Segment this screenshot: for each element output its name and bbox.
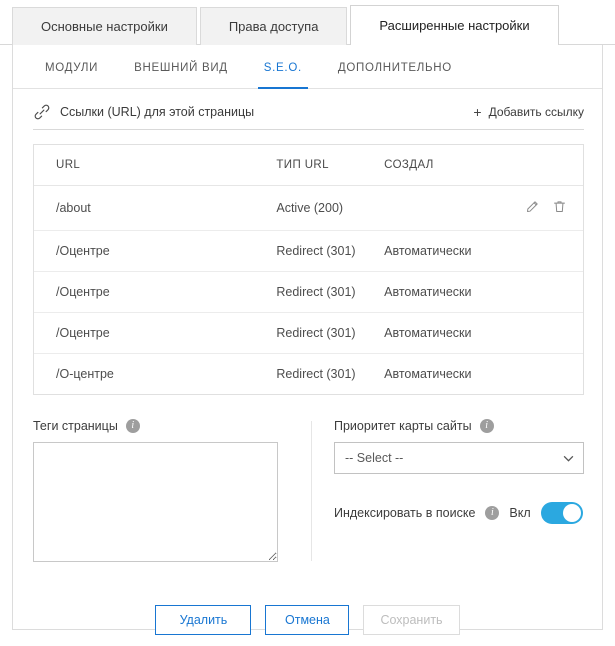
cell-type: Redirect (301) — [276, 231, 384, 272]
search-index-row — [334, 502, 584, 524]
subtab-moduli[interactable] — [27, 45, 116, 89]
subtab-dopolnitelno[interactable] — [320, 45, 470, 89]
subtab-seo[interactable] — [246, 45, 320, 89]
form-divider — [311, 421, 312, 561]
cell-author: Автоматически — [384, 367, 472, 381]
cancel-button-label: Отмена — [285, 613, 330, 627]
tags-field-group — [33, 419, 305, 565]
seo-form — [33, 419, 584, 565]
cell-url: /Оцентре — [34, 313, 276, 354]
priority-label-text: Приоритет карты сайты — [334, 419, 472, 433]
cell-type: Active (200) — [276, 186, 384, 231]
cell-url: /Оцентре — [34, 272, 276, 313]
cell-author: Автоматически — [384, 313, 514, 354]
subtab-label: ДОПОЛНИТЕЛЬНО — [337, 61, 452, 74]
toggle-knob — [563, 504, 581, 522]
table-header-row — [34, 145, 583, 186]
priority-label — [334, 419, 584, 433]
tab-osnovnye-nastroyki[interactable] — [12, 7, 197, 45]
index-label-text: Индексировать в поиске — [334, 506, 476, 520]
cell-url: /О-центре — [56, 367, 114, 381]
cancel-button[interactable] — [265, 605, 349, 635]
subtab-label: ВНЕШНИЙ ВИД — [134, 61, 228, 74]
cell-actions — [514, 186, 583, 231]
index-state-label: Вкл — [509, 506, 531, 520]
tab-label: Права доступа — [228, 19, 319, 34]
header-actions — [514, 145, 583, 186]
delete-icon[interactable] — [552, 199, 567, 214]
header-type: ТИП URL — [276, 145, 384, 186]
cell-actions — [514, 354, 583, 395]
table-body — [34, 186, 583, 395]
tags-label-text: Теги страницы — [33, 419, 118, 433]
urls-table-container — [33, 144, 584, 395]
subtab-label: МОДУЛИ — [45, 61, 99, 74]
cell-url: /about — [34, 186, 276, 231]
cell-type: Redirect (301) — [276, 367, 356, 381]
subtab-vneshniy-vid[interactable] — [116, 45, 246, 89]
cell-author — [384, 186, 514, 231]
cell-url: /Оцентре — [34, 231, 276, 272]
info-icon[interactable]: i — [480, 419, 494, 433]
cell-actions — [514, 272, 583, 313]
link-icon — [33, 103, 51, 121]
table-row[interactable] — [34, 231, 583, 272]
sitemap-priority-select[interactable] — [334, 442, 584, 474]
links-title — [33, 103, 254, 121]
cell-author: Автоматически — [384, 272, 514, 313]
search-index-toggle[interactable] — [541, 502, 583, 524]
add-link-label: Добавить ссылку — [488, 105, 584, 119]
urls-table — [34, 145, 583, 394]
table-head — [34, 145, 583, 186]
table-row[interactable] — [34, 313, 583, 354]
add-link-button[interactable] — [473, 105, 584, 119]
header-url: URL — [34, 145, 276, 186]
plus-icon: + — [473, 104, 482, 120]
delete-button[interactable] — [155, 605, 251, 635]
header-author: СОЗДАЛ — [384, 145, 514, 186]
table-row[interactable] — [34, 354, 583, 395]
tags-label — [33, 419, 305, 433]
tab-label: Расширенные настройки — [379, 18, 530, 33]
cell-actions — [514, 231, 583, 272]
cell-type: Redirect (301) — [276, 313, 384, 354]
cell-type: Redirect (301) — [276, 272, 384, 313]
select-value: -- Select -- — [345, 451, 404, 465]
table-row[interactable] — [34, 186, 583, 231]
settings-panel — [12, 45, 603, 630]
tab-label: Основные настройки — [41, 19, 168, 34]
tab-prava-dostupa[interactable] — [200, 7, 348, 45]
sitemap-field-group — [334, 419, 584, 565]
form-actions — [13, 605, 602, 635]
edit-icon[interactable] — [525, 199, 540, 214]
links-section-header — [13, 89, 602, 129]
links-divider — [33, 129, 584, 130]
main-tabs — [0, 0, 615, 45]
chevron-down-icon — [563, 451, 574, 465]
save-button-label: Сохранить — [380, 613, 443, 627]
save-button[interactable] — [363, 605, 459, 635]
delete-button-label: Удалить — [179, 613, 228, 627]
table-row[interactable] — [34, 272, 583, 313]
tab-rasshirennye-nastroyki[interactable] — [350, 5, 558, 45]
cell-actions — [514, 313, 583, 354]
info-icon[interactable]: i — [485, 506, 499, 520]
cell-author: Автоматически — [384, 231, 514, 272]
sub-tabs — [13, 45, 602, 89]
links-title-text: Ссылки (URL) для этой страницы — [60, 105, 255, 119]
row-action-group — [525, 199, 567, 214]
tags-input[interactable] — [33, 442, 278, 562]
subtab-label: S.E.O. — [263, 61, 302, 74]
info-icon[interactable]: i — [126, 419, 140, 433]
